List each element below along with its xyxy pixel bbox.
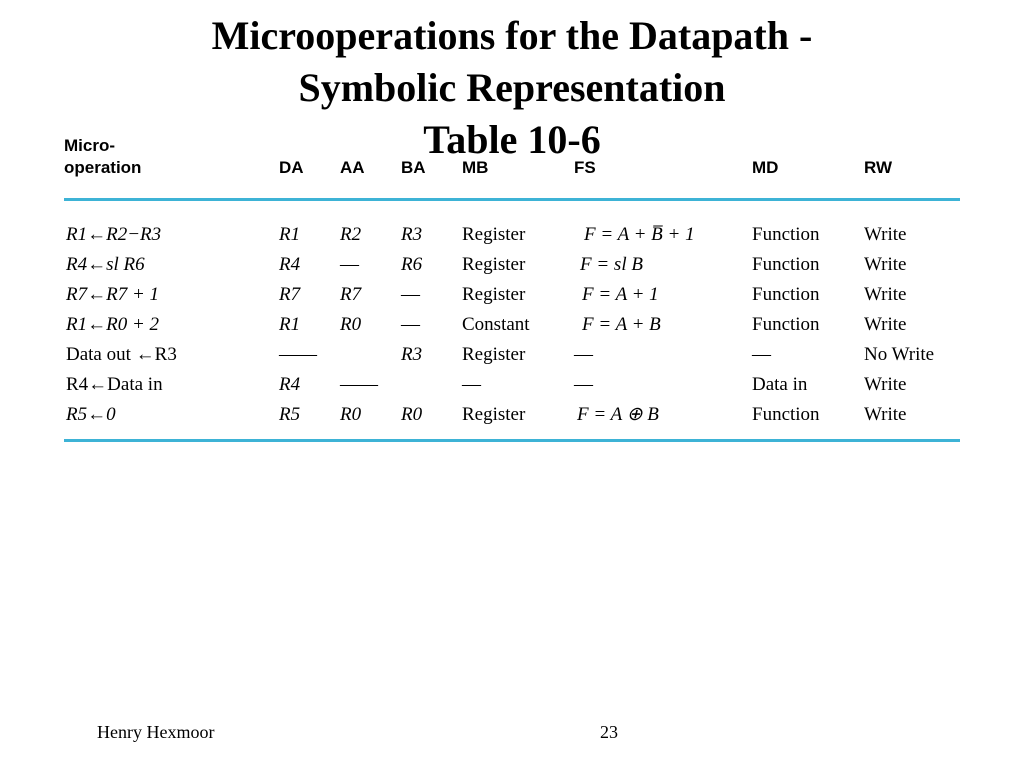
cell-micro: Data out ←R3 xyxy=(66,344,177,365)
cell-mb: Constant xyxy=(462,314,530,335)
cell-mb: Register xyxy=(462,224,526,245)
table-row xyxy=(64,250,960,280)
table-row xyxy=(64,400,960,430)
cell-ba: R3 xyxy=(401,344,423,365)
header-micro-line2: operation xyxy=(64,158,142,177)
cell-aa: —— xyxy=(340,374,378,395)
cell-rw: Write xyxy=(864,314,907,335)
cell-aa: R0 xyxy=(340,404,362,425)
cell-mb: Register xyxy=(462,404,526,425)
title-line-1: Microoperations for the Datapath - xyxy=(211,13,813,58)
header-aa: AA xyxy=(340,158,365,177)
cell-aa: — xyxy=(340,254,359,275)
cell-md: Function xyxy=(752,254,820,275)
cell-da: R5 xyxy=(279,404,301,425)
title-line-2: Symbolic Representation xyxy=(298,65,726,110)
cell-rw: Write xyxy=(864,374,907,395)
header-rw: RW xyxy=(864,158,893,177)
header-rule xyxy=(64,198,960,201)
table-row xyxy=(64,280,960,310)
cell-fs: — xyxy=(574,344,593,365)
table-row xyxy=(64,340,960,370)
cell-md: Function xyxy=(752,224,820,245)
cell-aa: R0 xyxy=(340,314,362,335)
header-da: DA xyxy=(279,158,304,177)
table-row xyxy=(64,220,960,250)
cell-da: R4 xyxy=(279,374,301,395)
cell-fs: — xyxy=(574,374,593,395)
cell-mb: Register xyxy=(462,344,526,365)
header-micro-line1: Micro- xyxy=(64,136,115,155)
cell-md: Function xyxy=(752,314,820,335)
cell-fs: F = A + B̅ + 1 xyxy=(584,224,695,245)
cell-fs: F = A ⊕ B xyxy=(577,404,659,425)
cell-rw: Write xyxy=(864,224,907,245)
cell-mb: — xyxy=(462,374,481,395)
cell-fs: F = A + B xyxy=(582,314,661,335)
title-line-3: Table 10-6 xyxy=(423,117,601,162)
cell-ba: R0 xyxy=(401,404,423,425)
footer-author: Henry Hexmoor xyxy=(97,722,215,742)
cell-md: Function xyxy=(752,404,820,425)
cell-micro: R4←Data in xyxy=(66,374,163,395)
header-micro-operation xyxy=(64,135,141,179)
cell-md: — xyxy=(752,344,771,365)
cell-mb: Register xyxy=(462,254,526,275)
cell-rw: Write xyxy=(864,254,907,275)
cell-fs: F = sl B xyxy=(580,254,643,275)
cell-aa: R2 xyxy=(340,224,362,245)
table-row xyxy=(64,310,960,340)
header-fs: FS xyxy=(574,158,596,177)
cell-rw: Write xyxy=(864,284,907,305)
cell-micro: R1←R2−R3 xyxy=(66,224,162,245)
cell-micro: R7←R7 + 1 xyxy=(66,284,160,305)
cell-md: Data in xyxy=(752,374,808,395)
cell-micro: R1←R0 + 2 xyxy=(66,314,160,335)
cell-da: R4 xyxy=(279,254,301,275)
header-mb: MB xyxy=(462,158,489,177)
cell-rw: No Write xyxy=(864,344,935,365)
cell-da: —— xyxy=(279,344,317,365)
cell-fs: F = A + 1 xyxy=(582,284,659,305)
cell-ba: — xyxy=(401,314,420,335)
table-row xyxy=(64,370,960,400)
header-md: MD xyxy=(752,158,779,177)
cell-da: R1 xyxy=(279,314,301,335)
header-ba: BA xyxy=(401,158,426,177)
bottom-rule xyxy=(64,439,960,442)
cell-ba: R3 xyxy=(401,224,423,245)
cell-rw: Write xyxy=(864,404,907,425)
cell-da: R7 xyxy=(279,284,301,305)
cell-ba: — xyxy=(401,284,420,305)
cell-micro: R4←sl R6 xyxy=(66,254,145,275)
cell-ba: R6 xyxy=(401,254,423,275)
table-body xyxy=(64,220,960,430)
cell-md: Function xyxy=(752,284,820,305)
footer-page-number: 23 xyxy=(600,722,618,742)
cell-micro: R5←0 xyxy=(66,404,116,425)
cell-da: R1 xyxy=(279,224,301,245)
cell-aa: R7 xyxy=(340,284,362,305)
cell-mb: Register xyxy=(462,284,526,305)
